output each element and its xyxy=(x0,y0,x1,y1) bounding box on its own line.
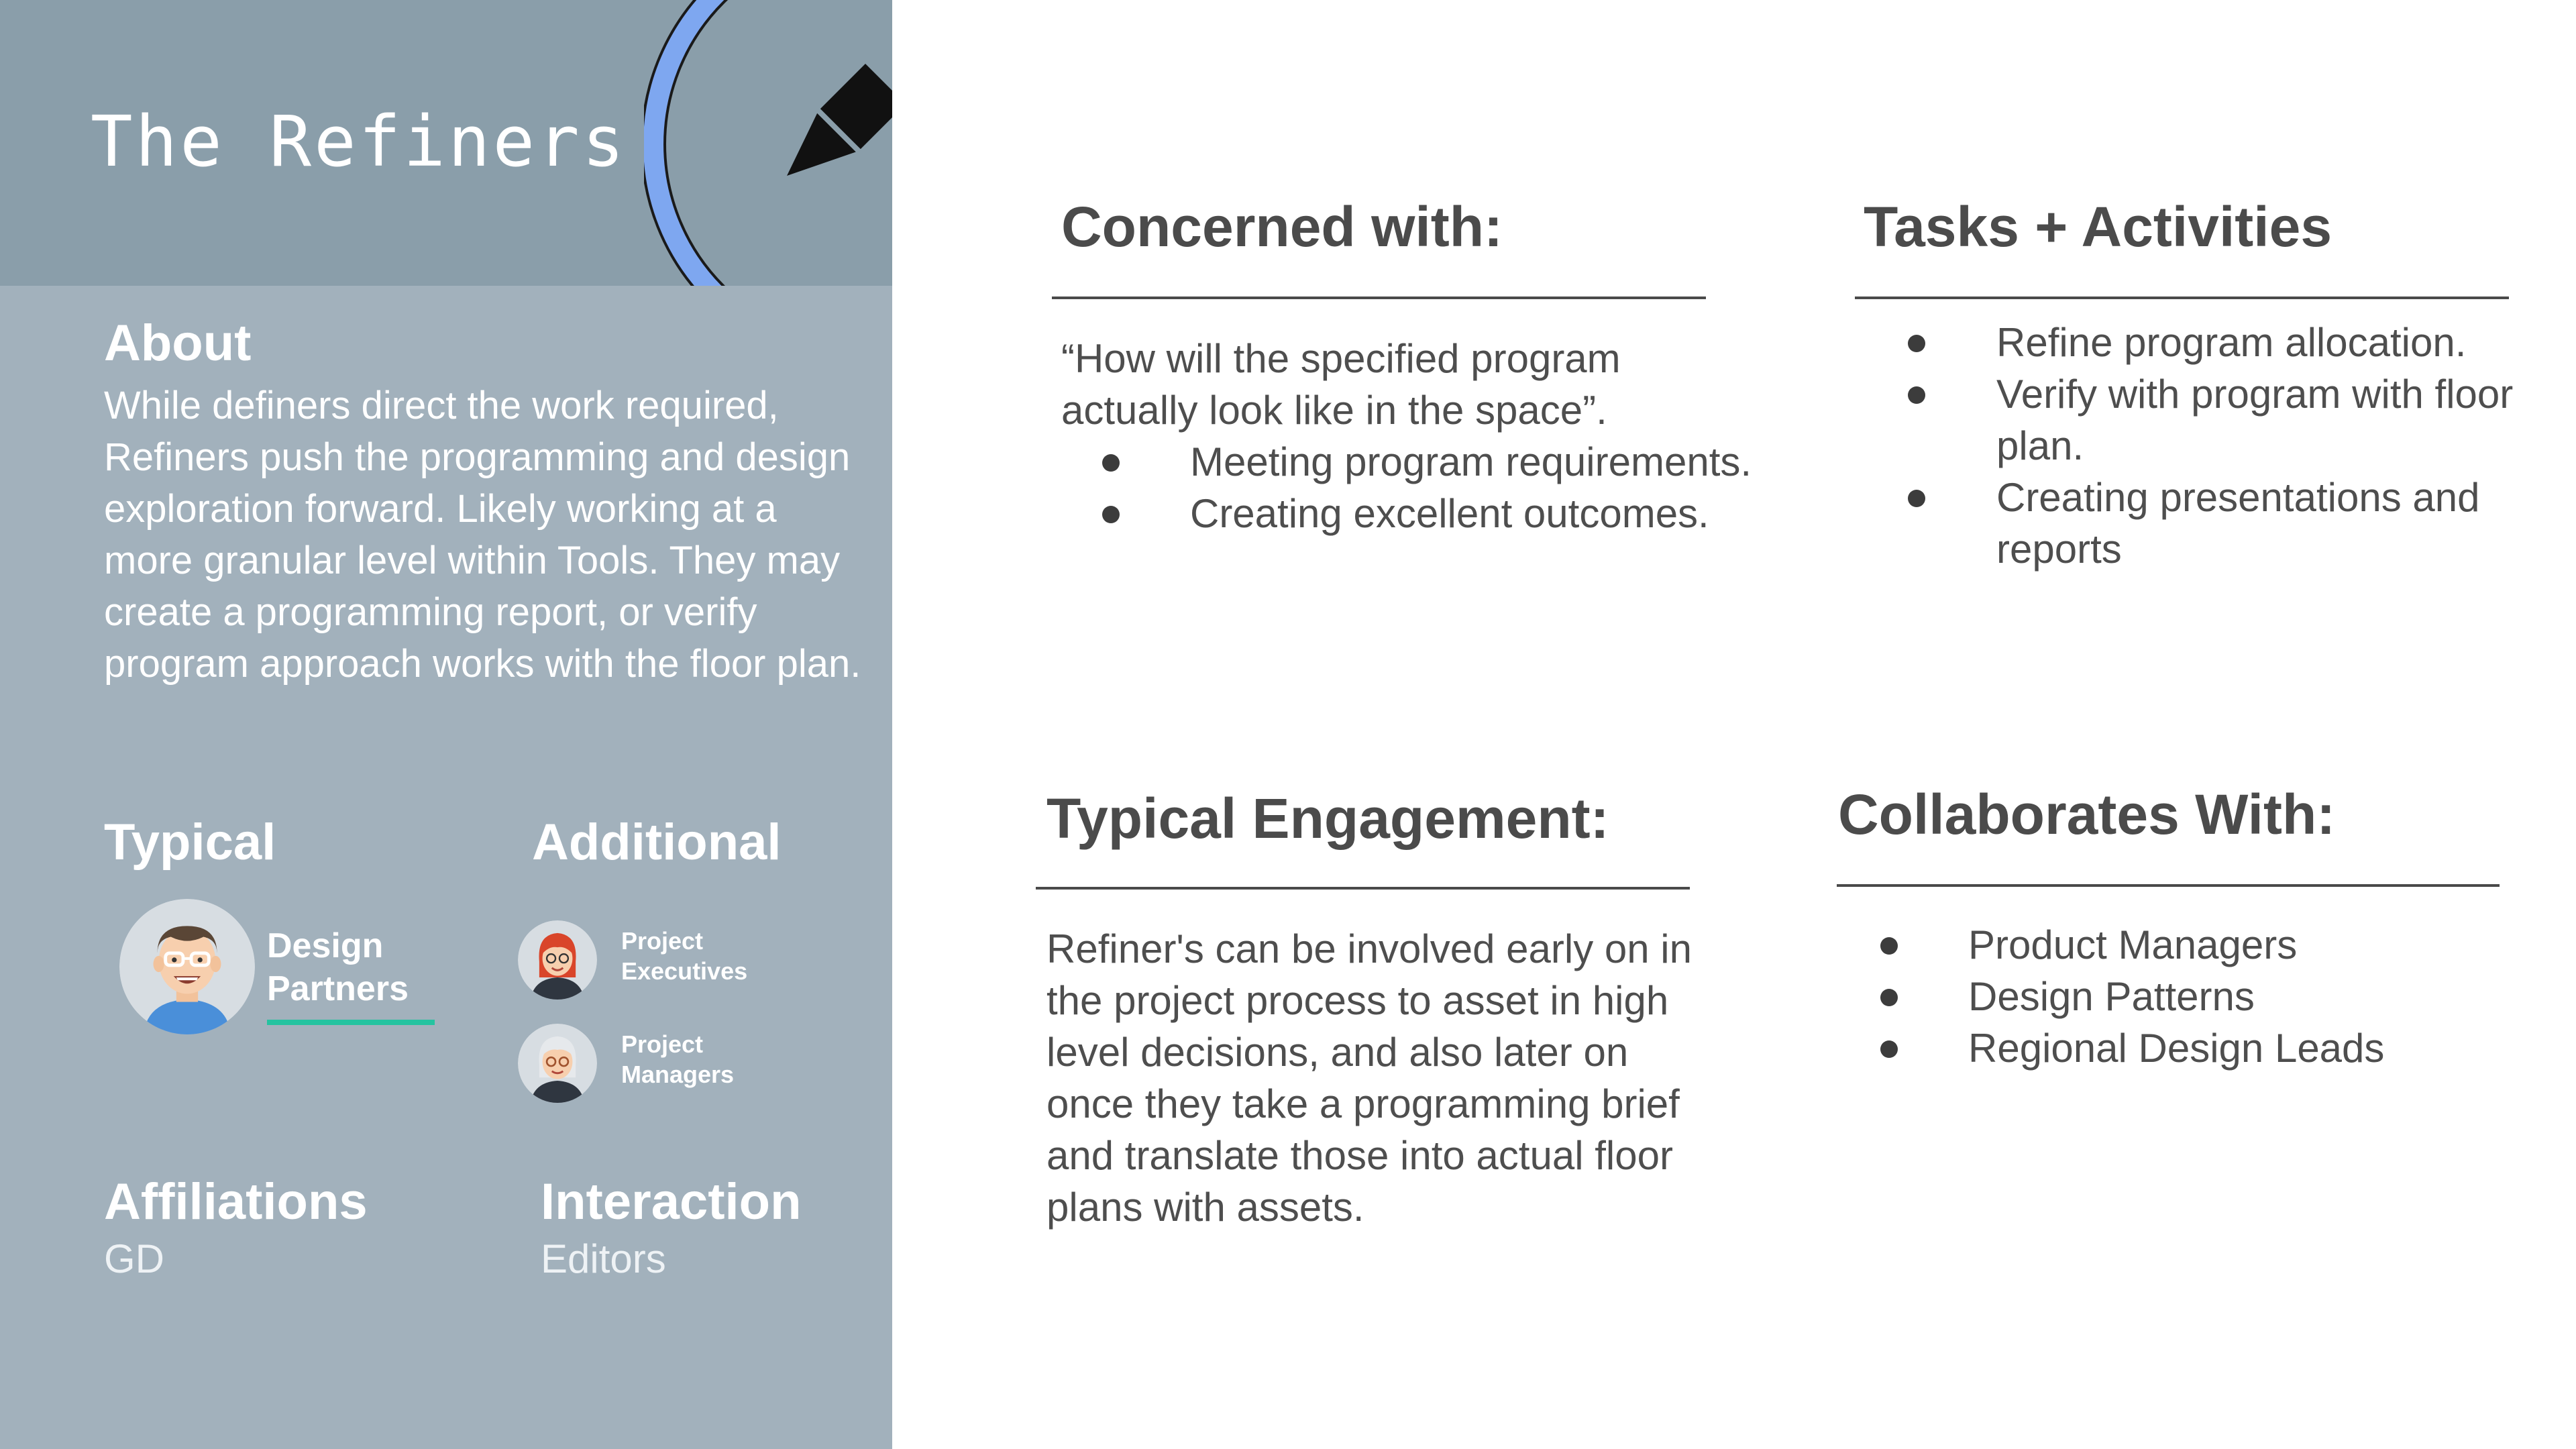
bullet-icon xyxy=(1880,989,1898,1006)
bullet-icon xyxy=(1908,386,1925,404)
additional-role-label-2 xyxy=(621,1029,734,1089)
tasks-heading: Tasks + Activities xyxy=(1864,195,2332,258)
list-item xyxy=(1061,488,1786,539)
additional-role-1-line2: Executives xyxy=(621,957,748,985)
additional-role-2-line1: Project xyxy=(621,1030,704,1058)
additional-role-2-line2: Managers xyxy=(621,1061,735,1088)
concerned-heading: Concerned with: xyxy=(1061,195,1503,258)
header-banner xyxy=(0,0,892,286)
tasks-list xyxy=(1898,317,2553,575)
list-item xyxy=(1872,1022,2526,1074)
additional-heading: Additional xyxy=(532,814,782,871)
list-item-text: Design Patterns xyxy=(1968,974,2255,1019)
engagement-text: Refiner's can be involved early on in the project process to asset in high level decisions, and also later on once they take a programming brief and translate those into actual floor plans with assets. xyxy=(1046,926,1692,1230)
tasks-divider xyxy=(1855,297,2509,299)
list-item xyxy=(1898,317,2553,368)
bullet-icon xyxy=(1102,506,1120,523)
affiliations-heading: Affiliations xyxy=(104,1173,368,1230)
collaborates-heading: Collaborates With: xyxy=(1838,783,2336,846)
page-title: The Refiners xyxy=(91,101,627,182)
avatar-design-partners xyxy=(119,899,255,1034)
collaborates-divider xyxy=(1837,884,2500,887)
additional-role-1-line1: Project xyxy=(621,927,704,955)
typical-role-label xyxy=(267,924,409,1010)
collaborates-list xyxy=(1872,919,2526,1074)
bullet-icon xyxy=(1908,490,1925,507)
list-item xyxy=(1898,368,2553,472)
about-heading: About xyxy=(104,315,252,372)
typical-role-line2: Partners xyxy=(267,969,409,1008)
list-item xyxy=(1898,472,2553,575)
bullet-icon xyxy=(1880,937,1898,955)
engagement-divider xyxy=(1036,887,1690,890)
list-item-text: Product Managers xyxy=(1968,922,2298,967)
engagement-heading: Typical Engagement: xyxy=(1046,787,1609,850)
list-item-text: Refine program allocation. xyxy=(1996,320,2467,365)
interaction-heading: Interaction xyxy=(541,1173,802,1230)
bullet-icon xyxy=(1908,335,1925,352)
bullet-icon xyxy=(1102,454,1120,472)
concerned-quote: “How will the specified program actually look like in the space”. xyxy=(1061,336,1621,433)
pencil-icon xyxy=(644,0,892,286)
list-item-text: Verify with program with floor plan. xyxy=(1996,372,2514,468)
list-item-text: Meeting program requirements. xyxy=(1190,439,1752,484)
concerned-divider xyxy=(1052,297,1706,299)
list-item-text: Regional Design Leads xyxy=(1968,1026,2385,1071)
concerned-list xyxy=(1061,436,1786,539)
additional-role-label-1 xyxy=(621,926,747,986)
list-item xyxy=(1061,436,1786,488)
about-text: While definers direct the work required, Refiners push the programming and design exploration forward. Likely working at a more granular level within Tools. They may create a programming report, or verify program approach works with the floor plan. xyxy=(104,384,861,686)
list-item xyxy=(1872,919,2526,971)
list-item xyxy=(1872,971,2526,1022)
avatar-project-managers xyxy=(518,1024,597,1103)
avatar-project-executives xyxy=(518,920,597,1000)
typical-role-underline xyxy=(267,1020,435,1025)
list-item-text: Creating excellent outcomes. xyxy=(1190,491,1709,536)
persona-panel xyxy=(0,0,892,1449)
typical-role-line1: Design xyxy=(267,926,384,965)
typical-heading: Typical xyxy=(104,814,276,871)
interaction-value: Editors xyxy=(541,1236,666,1281)
list-item-text: Creating presentations and reports xyxy=(1996,475,2480,572)
affiliations-value: GD xyxy=(104,1236,164,1281)
bullet-icon xyxy=(1880,1040,1898,1058)
